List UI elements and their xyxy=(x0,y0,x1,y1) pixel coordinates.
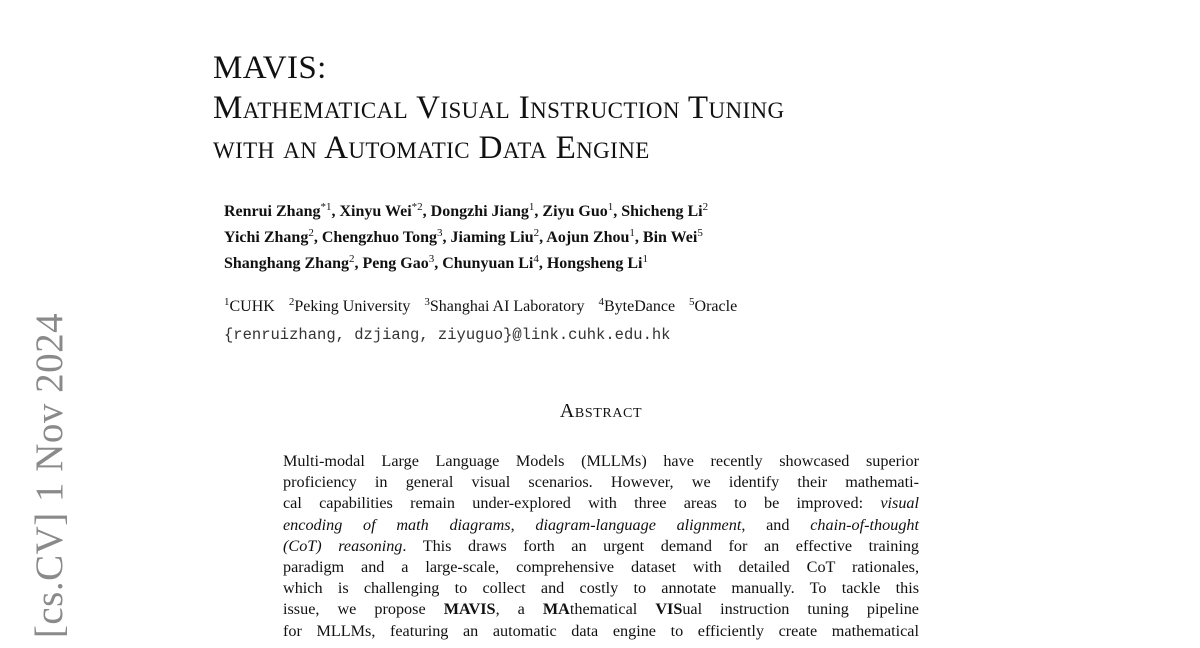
abstract-line xyxy=(283,493,919,514)
arxiv-identifier: [cs.CV] 1 Nov 2024 xyxy=(28,312,71,638)
author-name: Bin Wei xyxy=(642,229,698,246)
abstract-emphasis: (CoT) reasoning xyxy=(283,536,403,555)
abstract-line xyxy=(283,515,919,536)
author-affiliation-mark: 2 xyxy=(308,227,314,239)
author-line-1: Renrui Zhang$^{*1}$, Xinyu Wei$^{*2}$, Dongzhi Jiang$^1$, Ziyu Guo$^1$, Shicheng Li$^2$ xyxy=(224,201,709,220)
author-name: Ziyu Guo xyxy=(542,203,608,220)
abstract-heading: Abstract xyxy=(559,400,643,422)
abstract-text: , a xyxy=(495,600,525,619)
abstract-line: Multi-modal Large Language Models (MLLMs) have recently showcased superior xyxy=(283,452,919,470)
abstract-emphasis: encoding of math diagrams xyxy=(283,515,511,534)
author-name: Xinyu Wei xyxy=(339,203,412,220)
contact-email[interactable]: {renruizhang, dzjiang, ziyuguo}@link.cuhk.edu.hk xyxy=(224,326,671,344)
author-affiliation-mark: 2 xyxy=(533,227,540,239)
affiliation-name: ByteDance xyxy=(603,298,676,315)
affiliation-item xyxy=(598,298,675,315)
affiliation-name: Oracle xyxy=(694,298,738,315)
author-affiliation-mark: 2 xyxy=(348,253,355,265)
author-affiliation-mark: 1 xyxy=(528,201,535,213)
author-name: Peng Gao xyxy=(362,255,429,272)
affiliations xyxy=(224,295,747,319)
affiliation-name: Peking University xyxy=(294,298,411,315)
author-affiliation-mark: 5 xyxy=(697,227,703,239)
abstract-emphasis: visual xyxy=(880,494,920,513)
title-line-1: MAVIS: xyxy=(213,50,327,86)
author-affiliation-mark: 1 xyxy=(629,227,635,239)
author-affiliation-mark: 2 xyxy=(702,201,709,213)
affiliation-mark: 2 xyxy=(288,296,295,308)
abstract-bold: MAVIS xyxy=(443,600,496,619)
author-name: Shicheng Li xyxy=(621,203,703,220)
affiliation-name: Shanghai AI Laboratory xyxy=(429,298,585,315)
author-affiliation-mark: *2 xyxy=(411,201,423,213)
author-list xyxy=(224,199,944,277)
abstract-line: proficiency in general visual scenarios. However, we identify their mathemati- xyxy=(283,473,919,492)
affiliation-item xyxy=(289,298,411,315)
abstract-text: , xyxy=(510,515,515,534)
abstract-bold: VIS xyxy=(655,600,683,619)
abstract-line xyxy=(283,599,919,620)
affiliation-mark: 5 xyxy=(689,296,695,308)
author-name: Chengzhuo Tong xyxy=(321,229,437,246)
abstract-line: for MLLMs, featuring an automatic data engine to efficiently create mathematical xyxy=(283,621,919,640)
paper-title xyxy=(213,48,973,168)
abstract-text: ual instruction tuning pipeline xyxy=(682,600,919,619)
author-name: Jiaming Liu xyxy=(450,229,534,246)
author-affiliation-mark: 1 xyxy=(642,253,648,265)
author-name: Shanghang Zhang xyxy=(224,255,349,272)
author-name: Dongzhi Jiang xyxy=(430,203,529,220)
author-affiliation-mark: *1 xyxy=(320,201,332,213)
affiliation-item xyxy=(689,298,737,315)
affiliation-name: CUHK xyxy=(229,298,275,315)
abstract-emphasis: chain-of-thought xyxy=(810,515,920,534)
affiliation-mark: 1 xyxy=(224,296,230,308)
arxiv-side-stamp xyxy=(27,310,72,640)
abstract-text: thematical xyxy=(569,600,638,619)
author-name: Chunyuan Li xyxy=(442,255,534,272)
affiliation-mark: 4 xyxy=(598,296,604,308)
affiliation-mark: 3 xyxy=(424,296,430,308)
abstract-bold: MA xyxy=(542,600,570,619)
title-line-2: Mathematical Visual Instruction Tuning xyxy=(213,90,785,126)
abstract-text: issue, we propose xyxy=(283,600,426,619)
author-line-3: Shanghang Zhang$^2$, Peng Gao$^3$, Chunyuan Li$^4$, Hongsheng Li$^1$ xyxy=(224,253,648,272)
title-line-3: with an Automatic Data Engine xyxy=(213,130,650,166)
author-line-2: Yichi Zhang$^2$, Chengzhuo Tong$^3$, Jiaming Liu$^2$, Aojun Zhou$^1$, Bin Wei$^5$ xyxy=(224,227,703,246)
author-affiliation-mark: 3 xyxy=(428,253,435,265)
abstract-line: paradigm and a large-scale, comprehensive dataset with detailed CoT rationales, xyxy=(283,558,919,577)
author-affiliation-mark: 1 xyxy=(607,201,614,213)
abstract-body xyxy=(283,451,919,642)
abstract-line: which is challenging to collect and costly to annotate manually. To tackle this xyxy=(283,579,919,598)
author-name: Aojun Zhou xyxy=(546,229,630,246)
abstract-emphasis: diagram-language alignment xyxy=(535,515,742,534)
abstract-text: . This draws forth an urgent demand for an effective training xyxy=(402,536,920,555)
affiliation-item xyxy=(424,298,584,315)
author-name: Renrui Zhang xyxy=(224,203,321,220)
abstract-line xyxy=(283,536,919,557)
affiliation-item xyxy=(224,298,275,315)
abstract-text: cal capabilities remain under-explored with three areas to be improved: xyxy=(283,494,864,513)
author-name: Hongsheng Li xyxy=(546,255,643,272)
abstract-text: , and xyxy=(741,515,790,534)
author-affiliation-mark: 3 xyxy=(437,227,443,239)
author-affiliation-mark: 4 xyxy=(533,253,539,265)
author-name: Yichi Zhang xyxy=(224,229,309,246)
